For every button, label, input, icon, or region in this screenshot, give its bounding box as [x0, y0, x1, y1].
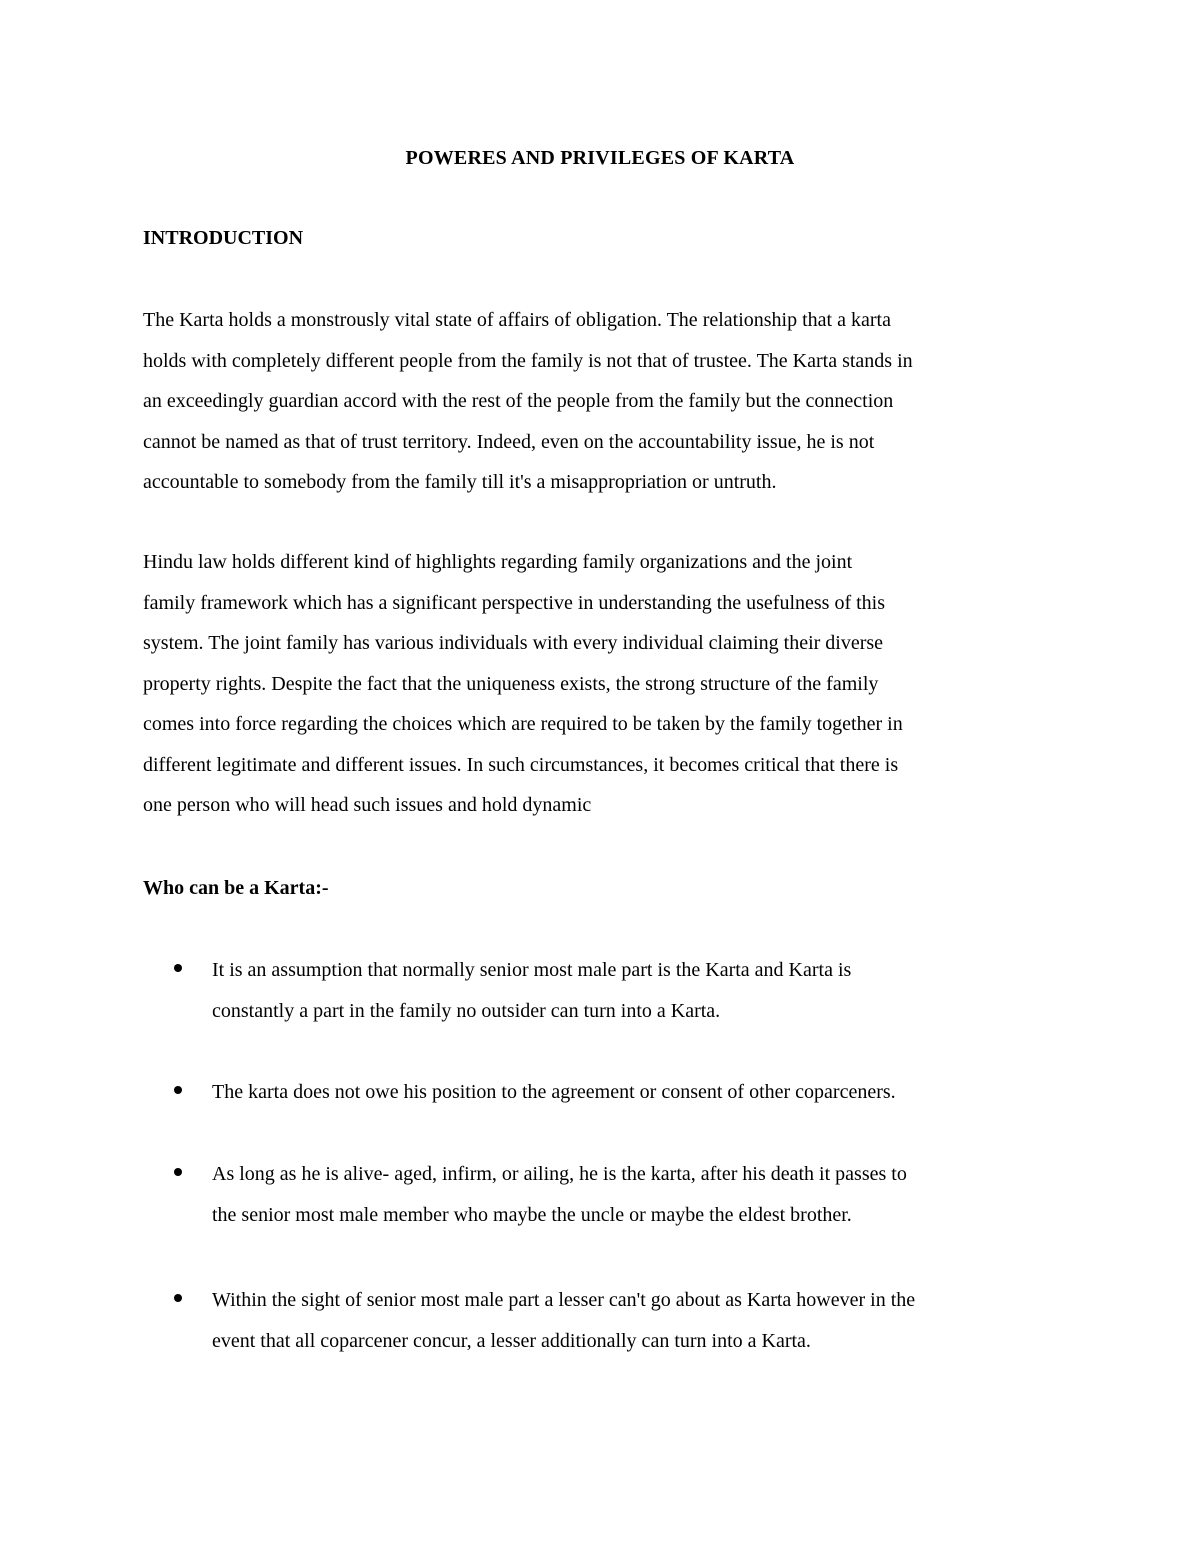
bullet-line: The karta does not owe his position to the agreement or consent of other coparceners. — [212, 1081, 896, 1103]
bullet-line: As long as he is alive- aged, infirm, or ailing, he is the karta, after his death it passes to — [212, 1163, 907, 1185]
paragraph-line: one person who will head such issues and hold dynamic — [143, 794, 592, 816]
bullet-icon — [174, 1294, 182, 1302]
introduction-heading: INTRODUCTION — [143, 227, 304, 249]
bullet-line: constantly a part in the family no outsider can turn into a Karta. — [212, 999, 721, 1022]
introduction-paragraph-1 — [143, 300, 1058, 503]
bullet-icon — [174, 1086, 182, 1094]
paragraph-line: cannot be named as that of trust territory. Indeed, even on the accountability issue, he is not — [143, 430, 875, 453]
paragraph-line: property rights. Despite the fact that the uniqueness exists, the strong structure of the family — [143, 672, 879, 695]
paragraph-line: family framework which has a significant perspective in understanding the usefulness of this — [143, 591, 886, 614]
paragraph-line: holds with completely different people from the family is not that of trustee. The Karta stands in — [143, 349, 913, 372]
introduction-paragraph-2 — [143, 542, 1058, 826]
paragraph-line: system. The joint family has various individuals with every individual claiming their diverse — [143, 632, 884, 654]
bullet-line: Within the sight of senior most male part a lesser can't go about as Karta however in the — [212, 1289, 916, 1311]
paragraph-line: Hindu law holds different kind of highlights regarding family organizations and the joint — [143, 551, 853, 573]
paragraph-line: accountable to somebody from the family till it's a misappropriation or untruth. — [143, 471, 777, 493]
document-title: POWERES AND PRIVILEGES OF KARTA — [405, 147, 795, 169]
bullet-text — [212, 1280, 915, 1361]
bullet-line: the senior most male member who maybe the uncle or maybe the eldest brother. — [212, 1203, 852, 1226]
bullet-text — [212, 950, 851, 1031]
bullet-icon — [174, 964, 182, 972]
paragraph-line: an exceedingly guardian accord with the rest of the people from the family but the connection — [143, 390, 894, 412]
bullet-text — [212, 1072, 896, 1113]
bullet-text — [212, 1154, 907, 1235]
who-can-be-karta-heading: Who can be a Karta:- — [143, 877, 329, 899]
paragraph-line: The Karta holds a monstrously vital state of affairs of obligation. The relationship that a karta — [143, 309, 891, 331]
paragraph-line: comes into force regarding the choices which are required to be taken by the family together in — [143, 713, 903, 735]
bullet-line: event that all coparcener concur, a lesser additionally can turn into a Karta. — [212, 1329, 811, 1352]
paragraph-line: different legitimate and different issues. In such circumstances, it becomes critical that there is — [143, 753, 899, 776]
bullet-icon — [174, 1168, 182, 1176]
bullet-line: It is an assumption that normally senior most male part is the Karta and Karta is — [212, 959, 852, 981]
